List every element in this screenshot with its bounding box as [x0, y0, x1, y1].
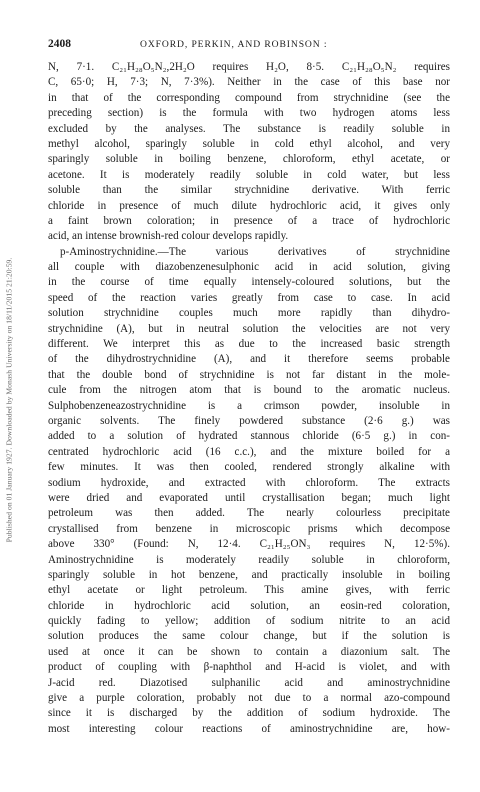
text-line: acetone. It is moderately readily soluble in cold water, but less [48, 168, 450, 181]
text-line: few minutes. It was then cooled, rendered strongly alkaline with [48, 461, 450, 474]
running-head: OXFORD, PERKIN, AND ROBINSON : [140, 39, 328, 50]
text-line: strychnidine (A), but in neutral solution the velocities are not very [48, 322, 450, 335]
text-line: speed of the reaction varies greatly from case to case. In acid [48, 291, 450, 304]
text-line: Aminostrychnidine is moderately readily soluble in chloroform, [48, 553, 450, 566]
text-line: sparingly soluble in boiling benzene, chloroform, ethyl acetate, or [48, 153, 450, 166]
text-line: organic solvents. The finely powdered substance (2·6 g.) was [48, 414, 450, 427]
text-line: C, 65·0; H, 7·3; N, 7·3%). Neither in the case of this base nor [48, 76, 450, 89]
text-line: sparingly soluble in hot benzene, and practically insoluble in boiling [48, 568, 450, 581]
text-line: above 330° (Found: N, 12·4. C₂₁H₂₅ON₃ requires N, 12·5%). [48, 538, 450, 551]
article-body [48, 60, 450, 737]
text-line: added to a solution of hydrated stannous chloride (6·5 g.) in con- [48, 430, 450, 443]
text-line: soluble than the similar strychnidine derivative. With ferric [48, 184, 450, 197]
page-header [48, 38, 448, 54]
download-watermark-text: Published on 01 January 1927. Downloaded by Monash University on 18/11/2015 21:20:59. [4, 257, 14, 543]
text-line: since it is discharged by the addition of sodium hydroxide. The [48, 707, 450, 720]
text-line: N, 7·1. C₂₁H₂₈O₅N₂,2H₂O requires H₂O, 8·5. C₂₁H₂₈O₅N₂ requires [48, 61, 450, 73]
text-line: crystallised from benzene in microscopic prisms which decompose [48, 522, 450, 535]
text-line: used at once it can be shown to contain a diazonium salt. The [48, 645, 450, 658]
text-line: different. We interpret this as due to the increased basic strength [48, 338, 450, 351]
text-line: in the course of time equally intensely-coloured solutions, but the [48, 276, 450, 289]
page-number: 2408 [48, 38, 71, 50]
download-watermark [4, 0, 14, 792]
text-line: petroleum was then added. The nearly colourless precipitate [48, 507, 450, 520]
text-line: a faint brown coloration; in presence of a trace of hydrochloric [48, 214, 450, 227]
text-line: in that of the corresponding compound from strychnidine (see the [48, 91, 450, 104]
text-line: all couple with diazobenzenesulphonic acid in acid solution, giving [48, 261, 450, 274]
text-line: of the dihydrostrychnidine (A), and it therefore seems probable [48, 353, 450, 366]
text-line: acid, an intense brownish-red colour develops rapidly. [48, 230, 289, 243]
text-line: give a purple coloration, probably not due to a normal azo-compound [48, 692, 450, 705]
text-line: ethyl acetate or light petroleum. This amine gives, with ferric [48, 584, 450, 597]
section-heading-line: p-Aminostrychnidine.—The various derivatives of strychnidine [60, 245, 450, 258]
text-line: most interesting colour reactions of aminostrychnidine are, how- [48, 722, 450, 735]
text-line: sodium hydroxide, and extracted with chloroform. The extracts [48, 476, 450, 489]
text-line: quickly fading to yellow; addition of sodium nitrite to an acid [48, 615, 450, 628]
text-line: were dried and evaporated until crystallisation began; much light [48, 491, 450, 504]
text-line: chloride in presence of much dilute hydrochloric acid, it gives only [48, 199, 450, 212]
text-line: excluded by the analyses. The substance is readily soluble in [48, 122, 450, 135]
text-line: Sulphobenzeneazostrychnidine is a crimson powder, insoluble in [48, 399, 450, 412]
text-line: chloride in hydrochloric acid solution, an eosin-red coloration, [48, 599, 450, 612]
text-line: solution strychnidine couples much more rapidly than dihydro- [48, 307, 450, 320]
text-line: preceding section) is the formula with two hydrogen atoms less [48, 107, 450, 120]
text-line: product of coupling with β-naphthol and H-acid is violet, and with [48, 661, 450, 674]
text-line: cule from the nitrogen atom that is bound to the aromatic nucleus. [48, 384, 450, 397]
text-line: solution produces the same colour change, but if the solution is [48, 630, 450, 643]
text-line: methyl alcohol, sparingly soluble in cold ethyl alcohol, and very [48, 137, 450, 150]
text-line: centrated hydrochloric acid (16 c.c.), and the mixture boiled for a [48, 445, 450, 458]
text-line: that the double bond of strychnidine is not far distant in the mole- [48, 368, 450, 381]
text-line: J-acid red. Diazotised sulphanilic acid and aminostrychnidine [48, 676, 450, 689]
